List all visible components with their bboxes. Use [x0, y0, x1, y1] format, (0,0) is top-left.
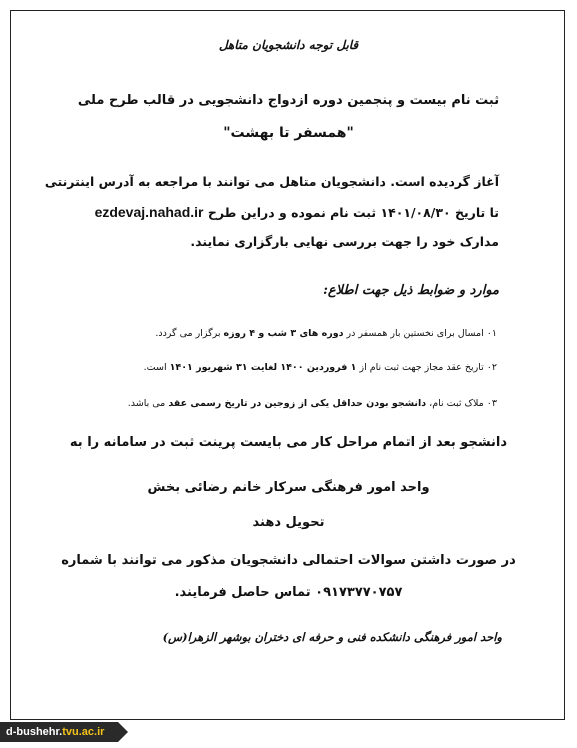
delivery-line-2: واحد امور فرهنگی سرکار خانم رضائی بخش [147, 480, 430, 495]
paragraph-line-3: مدارک خود را جهت بررسی نهایی بارگزاری نمایند. [190, 234, 499, 249]
list-item-text: می باشد. [127, 398, 166, 409]
site-watermark [0, 722, 118, 742]
campaign-name: "همسفر تا بهشت" [223, 125, 354, 141]
contact-line-1: در صورت داشتن سوالات احتمالی دانشجویان مذکور می توانند با شماره [61, 553, 516, 568]
list-item-text: ۰۲ تاریخ عقد مجاز جهت ثبت نام از [359, 362, 497, 373]
list-item-text: ۰۳ ملاک ثبت نام، [429, 398, 497, 409]
list-item-text: است. [143, 362, 167, 373]
list-item-text: ۰۱ امسال برای نخستین بار همسفر در [346, 328, 497, 339]
paragraph-date-text: تا تاریخ ۱۴۰۱/۰۸/۳۰ ثبت نام نموده و [278, 205, 499, 220]
list-item [155, 328, 497, 339]
delivery-line-3: تحویل دهند [252, 515, 325, 530]
registration-url-link[interactable]: ezdevaj.nahad.ir [94, 204, 204, 220]
notice-intro-line: ثبت نام بیست و پنجمین دوره ازدواج دانشجویی در قالب طرح ملی [77, 93, 500, 108]
list-item-emphasis: دانشجو بودن حداقل یکی از زوجین در تاریخ رسمی عقد [168, 398, 427, 409]
list-item-emphasis: دوره های ۳ شب و ۴ روزه [223, 328, 344, 339]
contact-line-2: ۰۹۱۷۳۷۷۰۷۵۷ تماس حاصل فرمایند. [174, 585, 403, 600]
list-item [128, 398, 497, 409]
section-title: موارد و ضوابط ذیل جهت اطلاع: [323, 283, 499, 298]
list-item-emphasis: ۱ فروردین ۱۴۰۰ لغایت ۳۱ شهریور ۱۴۰۱ [169, 362, 357, 373]
paragraph-line-2 [95, 204, 499, 220]
delivery-line-1: دانشجو بعد از اتمام مراحل کار می بایست پرینت ثبت در سامانه را به [69, 435, 508, 450]
watermark-domain-accent: tvu.ac.ir [62, 726, 105, 738]
footer-signature: واحد امور فرهنگی دانشکده فنی و حرفه ای دختران بوشهر الزهرا(س) [162, 630, 502, 644]
paragraph-in-plan: دراین طرح [207, 205, 275, 220]
watermark-domain: d-bushehr. [6, 726, 63, 738]
paragraph-line-1: آغاز گردیده است. دانشجویان متاهل می توانند با مراجعه به آدرس اینترنتی [44, 174, 499, 189]
list-item-text: برگزار می گردد. [155, 328, 221, 339]
notice-heading: قابل توجه دانشجویان متاهل [218, 38, 359, 52]
list-item [144, 362, 497, 373]
